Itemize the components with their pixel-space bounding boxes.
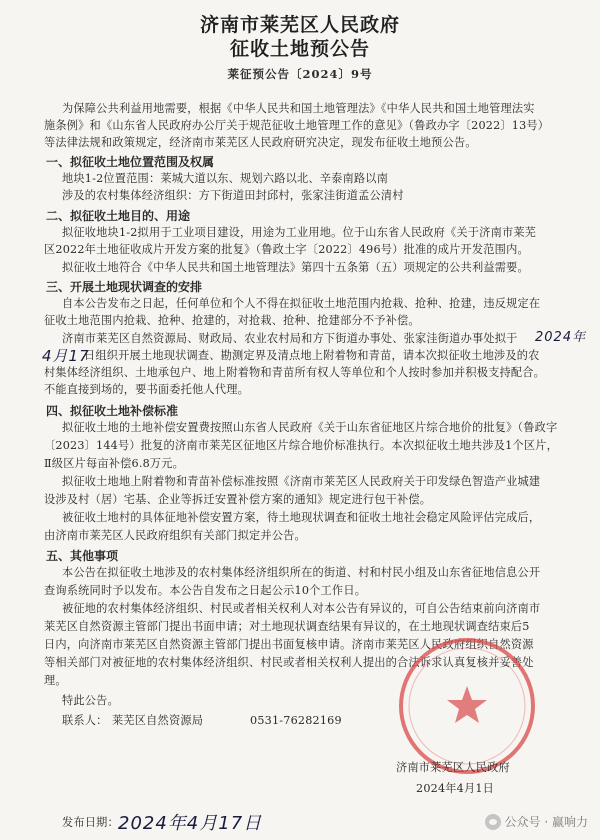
- section-5-line: 莱芜区自然资源主管部门提出书面申请；对土地现状调查结果有异议的，在土地现状调查结束后5: [44, 620, 530, 633]
- issuing-authority: 济南市莱芜区人民政府: [396, 761, 510, 774]
- section-2-line: 区2022年土地征收成片开发方案的批复》（鲁政土字〔2022〕496号）批准的成片开发范围内。: [44, 243, 529, 256]
- section-3-line: 自本公告发布之日起，任何单位和个人不得在拟征收土地范围内抢栽、抢种、抢建，违反规定在: [62, 297, 541, 310]
- section-3-line: 村集体经济组织、土地承包户、地上附着物和青苗所有权人等单位和个人按时参加并积极支持配合。: [44, 366, 546, 379]
- handwritten-date: 4月17: [42, 347, 90, 365]
- document-title-line2: 征收土地预公告: [229, 38, 370, 60]
- section-5-line: 日内，向济南市莱芜区自然资源主管部门提出书面复核申请。济南市莱芜区人民政府组织自然资源: [44, 638, 534, 651]
- section-4-line: 拟征收土地地上附着物和青苗补偿标准按照《济南市莱芜区人民政府关于印发绿色智造产业城建: [62, 475, 541, 488]
- section-5-line: 查询系统同时予以发布。本公告自发布之日起公示10个工作日。: [44, 584, 367, 597]
- section-4-line: 设涉及村（居）宅基、企业等拆迁安置补偿方案的通知》规定进行包干补偿。: [44, 493, 432, 506]
- section-3-line: 日组织开展土地现状调查、勘测定界及清点地上附着物和青苗，请本次拟征收土地涉及的农: [84, 349, 540, 362]
- document-number: 莱征预公告〔2024〕9号: [227, 67, 373, 81]
- contact-label: 联系人：: [62, 714, 108, 727]
- section-1-line: 地块1-2位置范围：莱城大道以东、规划六路以北、辛泰南路以南: [62, 172, 389, 185]
- section-4-line: 被征收土地村的具体征地补偿安置方案，待土地现状调查和征收土地社会稳定风险评估完成后，: [62, 511, 541, 524]
- document-title-line1: 济南市莱芜区人民政府: [199, 14, 400, 36]
- section-3-line: 征收土地范围内抢栽、抢种、抢建的，对抢栽、抢种、抢建部分不予补偿。: [44, 314, 420, 327]
- section-5-line: 理。: [44, 674, 67, 687]
- watermark: [485, 813, 588, 830]
- official-seal-icon: [393, 632, 541, 780]
- section-5-heading: 五、其他事项: [46, 549, 119, 563]
- section-5-line: 等相关部门对被征地的农村集体经济组织、村民或者相关权利人提出的合法诉求认真复核并妥善处: [44, 656, 534, 669]
- section-4-heading: 四、拟征收土地补偿标准: [46, 404, 179, 418]
- section-4-line: 由济南市莱芜区人民政府组织有关部门拟定并公告。: [44, 529, 306, 542]
- section-5-line: 被征地的农村集体经济组织、村民或者相关权利人对本公告有异议的，可自公告结束前向济南市: [62, 602, 541, 615]
- publish-date-label: 发布日期：: [62, 816, 119, 829]
- watermark-text: 公众号 · 赢响力: [504, 815, 588, 829]
- section-2-line: 拟征收地块1-2拟用于工业项目建设，用途为工业用地。位于山东省人民政府《关于济南市莱芜: [62, 226, 537, 239]
- publish-date-handwritten: 2024年4月17日: [118, 813, 263, 834]
- intro-line: 等法律法规和政策规定，经济南市莱芜区人民政府研究决定，现发布征收土地预公告。: [44, 136, 477, 149]
- section-3-line: 济南市莱芜区自然资源局、财政局、农业农村局和方下街道办事处、张家洼街道办事处拟于: [62, 332, 518, 345]
- section-5-closing: 特此公告。: [62, 694, 119, 707]
- contact-phone: 0531-76282169: [250, 714, 342, 727]
- intro-line: 施条例》和《山东省人民政府办公厅关于规范征收土地管理工作的意见》（鲁政办字〔2022〕13号）: [44, 119, 550, 132]
- section-2-heading: 二、拟征收土地目的、用途: [46, 209, 191, 223]
- section-1-line: 涉及的农村集体经济组织：方下街道田封邱村，张家洼街道孟公清村: [62, 189, 404, 202]
- section-5-line: 本公告在拟征收土地涉及的农村集体经济组织所在的街道、村和村民小组及山东省征地信息公开: [62, 566, 541, 579]
- section-3-line: 不能直接到场的，要书面委托他人代理。: [44, 383, 249, 396]
- handwritten-year: 2024年: [535, 330, 587, 345]
- section-2-line: 拟征收土地符合《中华人民共和国土地管理法》第四十五条第（五）项规定的公共利益需要。: [62, 261, 529, 274]
- wechat-icon: [485, 814, 501, 830]
- section-4-line: Ⅱ级区片每亩补偿6.8万元。: [44, 457, 185, 470]
- contact-org: 莱芜区自然资源局: [112, 714, 204, 727]
- intro-line: 为保障公共利益用地需要，根据《中华人民共和国土地管理法》《中华人民共和国土地管理法实: [62, 102, 535, 115]
- issue-date: 2024年4月1日: [416, 782, 495, 795]
- section-4-line: 〔2023〕144号）批复的济南市莱芜区征地区片综合地价标准执行。本次拟征收土地共涉及1个区片，: [44, 439, 559, 452]
- section-4-line: 拟征收土地的土地补偿安置费按照山东省人民政府《关于山东省征地区片综合地价的批复》（鲁政字: [62, 421, 558, 434]
- section-3-heading: 三、开展土地现状调查的安排: [46, 280, 203, 294]
- section-1-heading: 一、拟征收土地位置范围及权属: [46, 155, 215, 169]
